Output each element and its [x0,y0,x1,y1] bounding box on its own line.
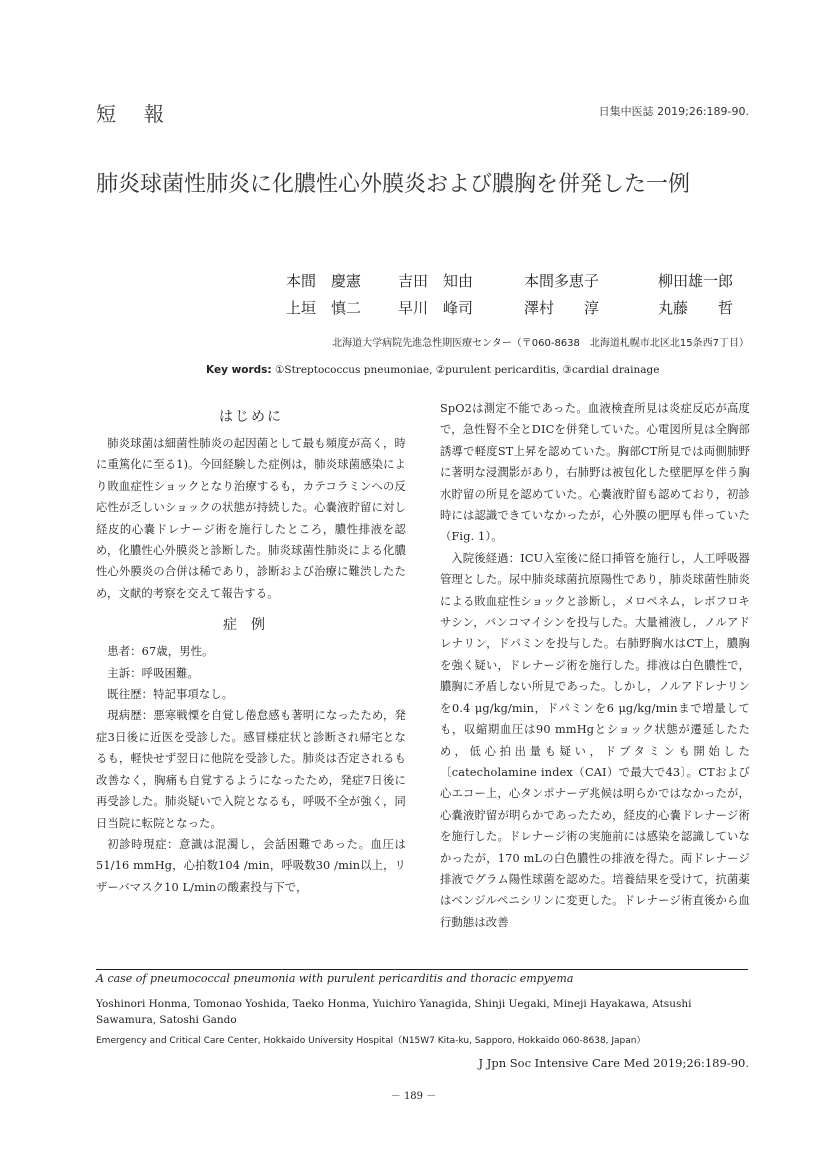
author-name: 澤村 淳 [524,299,600,317]
intro-heading: はじめに [219,409,283,425]
clinical-course-paragraph: 入院後経過：ICU入室後に経口挿管を施行し，人工呼吸器管理とした。尿中肺炎球菌抗原陽性であり，肺炎球菌性肺炎による敗血症性ショックと診断し，メロペネム，レボフロキサシン，バンコマイシンを投与した。大量補液し，ノルアドレナリン，ドパミンを投与した。右肺野胸水はCT上，膿胸を強く疑い，ドレナージ術を施行した。排液は白色膿性で，膿胸に矛盾しない所見であった。しかし，ノルアドレナリンを0.4 μg/kg/min，ドパミンを6 μg/kg/minまで増量しても，収縮期血圧は90 mmHgとショック状態が遷延したため，低心拍出量も疑い，ドブタミンも開始した〔catecholamine index（CAI）で最大で43〕。CTおよび心エコー上，心タンポナーデ兆候は明らかではなかったが，心嚢液貯留が明らかであったため，経皮的心嚢ドレナージ術を施行した。ドレナージ術の実施前には感染を認識していなかったが，170 mLの白色膿性の排液を得た。両ドレナージ排液でグラム陽性球菌を認めた。培養結果を受けて，抗菌薬はベンジルペニシリンに変更した。ドレナージ術直後から血行動態は改善 [440,551,750,929]
present-illness-paragraph: 現病歴：悪寒戦慄を自覚し倦怠感も著明になったため，発症3日後に近医を受診した。感冒様症状と診断され帰宅となるも，軽快せず翌日に他院を受診した。肺炎は否定されるも改善なく，胸痛も自覚するようになったため，発症7日後に再受診した。肺炎疑いで入院となるも，呼吸不全が強く，同日当院に転院となった。 [96,709,406,830]
author-name: 上垣 慎二 [286,299,362,317]
author-name: 吉田 知由 [398,272,474,290]
english-authors: Yoshinori Honma, Tomonao Yoshida, Taeko Honma, Yuichiro Yanagida, Shinji Uegaki, Mineji Hayakawa, Atsushi Sawamura, Satoshi Gando [96,998,692,1026]
affiliation: 北海道大学病院先進急性期医療センター（〒060-8638 北海道札幌市北区北15条西7丁目） [332,338,749,349]
author-name: 丸藤 哲 [658,299,734,317]
english-title: A case of pneumococcal pneumonia with purulent pericarditis and thoracic empyema [96,972,574,985]
findings-paragraph: SpO2は測定不能であった。血液検査所見は炎症反応が高度で，急性腎不全とDICを併発していた。心電図所見は全胸部誘導で軽度ST上昇を認めていた。胸部CT所見では両側肺野に著明な浸潤影があり，右肺野は被包化した壁肥厚を伴う胸水貯留の所見を認めていた。心嚢液貯留も認めており，初診時には認識できていなかったが，心外膜の肥厚も伴っていた（Fig. 1）。 [440,402,750,544]
case-heading: 症例 [223,617,279,634]
footer-divider [96,969,748,970]
patient-line: 患者：67歳，男性。 [107,645,214,659]
author-list [286,270,756,324]
author-name: 本間 慶憲 [286,272,362,290]
body-column-left [96,398,406,898]
author-name: 早川 峰司 [398,299,474,317]
english-affiliation: Emergency and Critical Care Center, Hokkaido University Hospital（N15W7 Kita-ku, Sapporo, Hokkaido 060-8638, Japan） [96,1036,646,1046]
author-row-1 [286,270,756,297]
history-line: 既往歴：特記事項なし。 [107,688,234,702]
page-number: － 189 － [390,1091,437,1102]
complaint-line: 主訴：呼吸困難。 [107,666,199,680]
author-name: 柳田雄一郎 [658,272,734,290]
section-label: 短報 [96,102,192,126]
journal-reference: 日集中医誌 2019;26:189-90. [598,105,749,118]
intro-paragraph: 肺炎球菌は細菌性肺炎の起因菌として最も頻度が高く，時に重篤化に至る1)。今回経験した症例は，肺炎球菌感染により敗血症性ショックとなり治療するも，カテコラミンへの反応性が乏しいショックの状態が持続した。心嚢液貯留に対し経皮的心嚢ドレナージ術を施行したところ，膿性排液を認め，化膿性心外膜炎と診断した。肺炎球菌性肺炎による化膿性心外膜炎の合併は稀であり，診断および治療に難渋したため，文献的考察を交えて報告する。 [96,437,406,600]
english-journal-reference: J Jpn Soc Intensive Care Med 2019;26:189-90. [478,1056,749,1070]
keywords [206,364,659,376]
article-title: 肺炎球菌性肺炎に化膿性心外膜炎および膿胸を併発した一例 [96,172,691,197]
keywords-label: Key words: [206,364,272,376]
initial-findings-paragraph: 初診時現症：意識は混濁し，会話困難であった。血圧は51/16 mmHg，心拍数104 /min，呼吸数30 /min以上，リザーバマスク10 L/minの酸素投与下で， [96,837,406,894]
body-column-right [440,398,750,933]
author-name: 本間多恵子 [524,272,600,290]
author-row-2 [286,297,756,324]
keywords-text: ①Streptococcus pneumoniae, ②purulent pericarditis, ③cardial drainage [274,364,660,376]
